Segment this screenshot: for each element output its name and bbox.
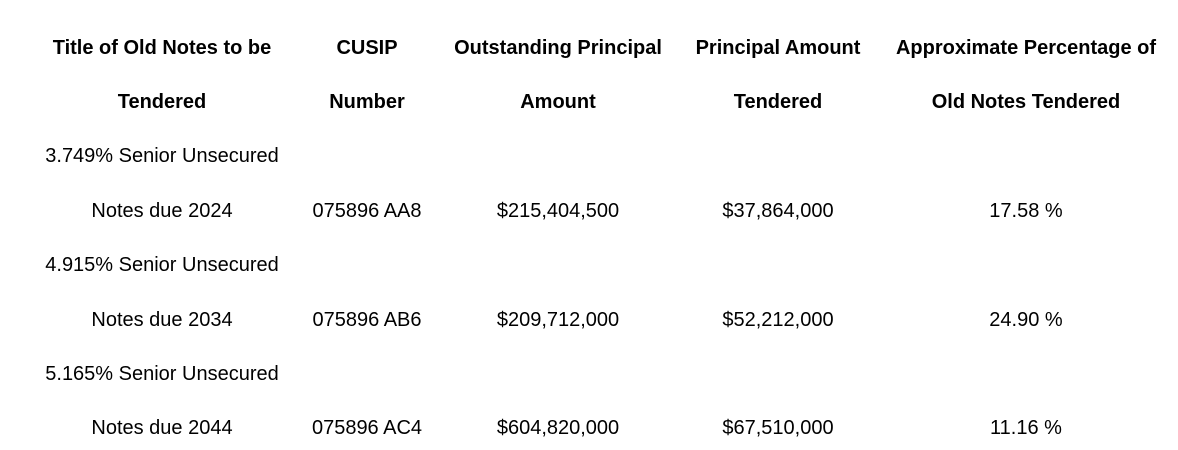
row-1-title-line1: 3.749% Senior Unsecured: [45, 145, 279, 167]
row-1-title-line2: Notes due 2024: [91, 200, 233, 222]
row-2-tendered: $52,212,000: [722, 309, 834, 331]
header-percentage-line2: Old Notes Tendered: [931, 91, 1121, 113]
row-1-percentage: 17.58 %: [989, 200, 1063, 222]
header-percentage-line1: Approximate Percentage of: [895, 37, 1157, 59]
header-tendered-line1: Principal Amount: [695, 37, 861, 59]
header-outstanding-line1: Outstanding Principal: [454, 37, 662, 59]
row-2-percentage: 24.90 %: [989, 309, 1063, 331]
row-3-percentage: 11.16 %: [990, 417, 1062, 439]
row-2-outstanding: $209,712,000: [496, 309, 620, 331]
row-3-title-line1: 5.165% Senior Unsecured: [45, 363, 279, 385]
header-title-line2: Tendered: [117, 91, 207, 113]
row-1-tendered: $37,864,000: [722, 200, 834, 222]
row-3-title-line2: Notes due 2044: [91, 417, 233, 439]
header-cusip-line1: CUSIP: [336, 37, 398, 59]
header-title-line1: Title of Old Notes to be: [52, 37, 272, 59]
row-1-cusip: 075896 AA8: [312, 200, 422, 222]
row-2-title-line2: Notes due 2034: [91, 309, 233, 331]
row-3-tendered: $67,510,000: [722, 417, 834, 439]
row-3-cusip: 075896 AC4: [311, 417, 423, 439]
header-cusip-line2: Number: [329, 91, 405, 113]
header-tendered-line2: Tendered: [733, 91, 823, 113]
row-1-outstanding: $215,404,500: [496, 200, 620, 222]
row-3-outstanding: $604,820,000: [496, 417, 620, 439]
row-2-cusip: 075896 AB6: [312, 309, 422, 331]
row-2-title-line1: 4.915% Senior Unsecured: [45, 254, 279, 276]
header-outstanding-line2: Amount: [520, 91, 596, 113]
